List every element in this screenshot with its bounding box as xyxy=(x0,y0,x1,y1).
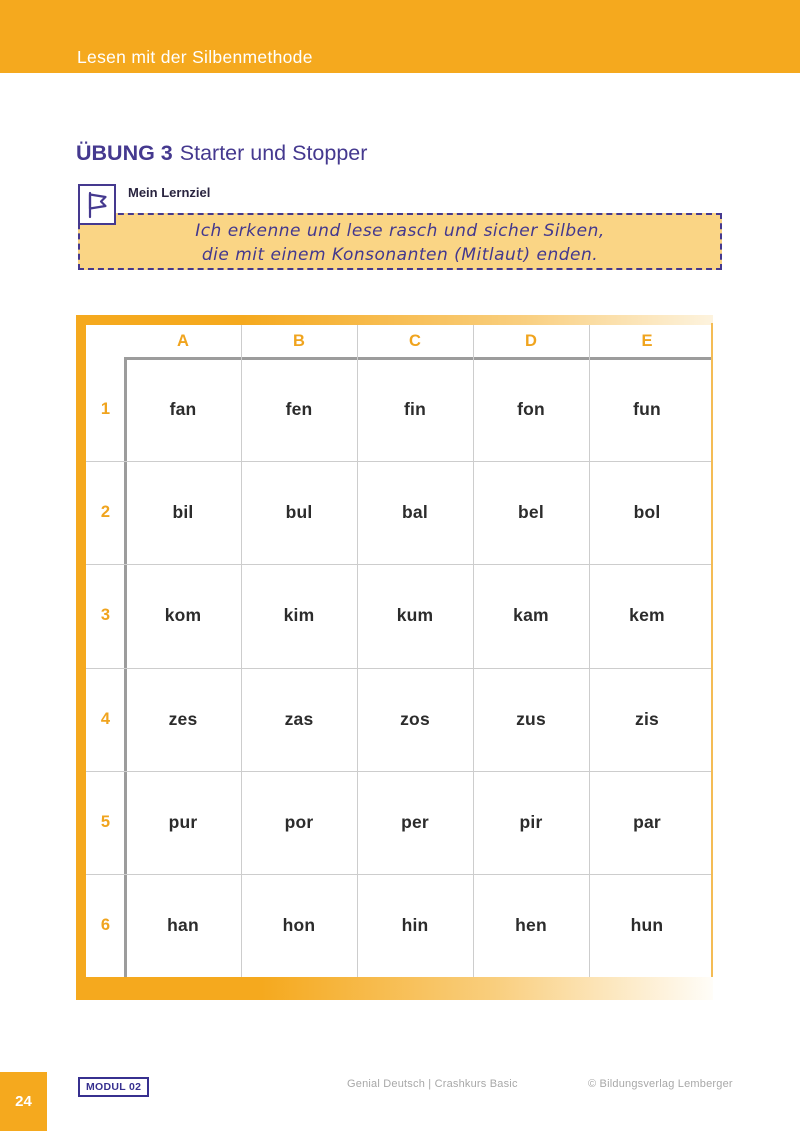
grid-line-horizontal xyxy=(86,461,711,462)
flag-icon xyxy=(85,191,109,219)
syllable-cell: por xyxy=(284,811,314,832)
syllable-table xyxy=(76,315,713,1000)
syllable-cell: pur xyxy=(168,811,198,832)
exercise-title xyxy=(76,139,367,167)
row-number-2: 2 xyxy=(100,503,111,522)
footer-publisher: © Bildungsverlag Lemberger xyxy=(588,1078,733,1090)
syllable-cell: bil xyxy=(172,502,194,523)
row-number-1: 1 xyxy=(100,400,111,419)
syllable-cell: zas xyxy=(284,708,314,729)
syllable-cell: fon xyxy=(517,399,545,420)
syllable-cell: bol xyxy=(633,502,661,523)
table-frame-bottom xyxy=(86,977,713,1000)
chapter-title: Lesen mit der Silbenmethode xyxy=(77,47,313,67)
grid-line-vertical xyxy=(241,325,242,977)
syllable-cell: zus xyxy=(516,708,546,729)
module-badge: MODUL 02 xyxy=(78,1077,149,1097)
syllable-cell: hon xyxy=(282,914,316,935)
exercise-name: Starter und Stopper xyxy=(179,141,368,165)
footer-series: Genial Deutsch | Crashkurs Basic xyxy=(347,1078,518,1090)
syllable-cell: bul xyxy=(285,502,313,523)
column-header-d: D xyxy=(525,332,537,350)
syllable-cell: per xyxy=(401,811,429,832)
table-frame-top xyxy=(86,315,713,325)
exercise-label: ÜBUNG 3 xyxy=(76,141,173,165)
grid-line-horizontal xyxy=(86,668,711,669)
syllable-cell: kum xyxy=(396,605,434,626)
syllable-cell: fan xyxy=(169,399,197,420)
goal-box xyxy=(78,213,722,270)
column-header-c: C xyxy=(409,332,421,350)
column-header-e: E xyxy=(641,332,653,350)
page-number: 24 xyxy=(15,1093,32,1110)
syllable-cell: bel xyxy=(518,502,544,523)
row-number-3: 3 xyxy=(100,606,111,625)
grid-line-vertical xyxy=(357,325,358,977)
syllable-cell: zis xyxy=(635,708,659,729)
grid-line-vertical xyxy=(473,325,474,977)
syllable-cell: han xyxy=(167,914,199,935)
syllable-cell: zos xyxy=(400,708,430,729)
page-header-band xyxy=(0,0,800,73)
column-header-b: B xyxy=(293,332,305,350)
syllable-cell: fun xyxy=(633,399,661,420)
syllable-cell: hin xyxy=(401,914,429,935)
syllable-cell: bal xyxy=(402,502,428,523)
row-number-5: 5 xyxy=(100,812,111,831)
grid-line-horizontal xyxy=(86,564,711,565)
goal-flag-badge xyxy=(78,184,116,225)
syllable-cell: fin xyxy=(404,399,426,420)
syllable-cell: par xyxy=(633,811,661,832)
syllable-grid xyxy=(86,325,711,977)
syllable-cell: fen xyxy=(285,399,313,420)
goal-heading: Mein Lernziel xyxy=(128,185,211,200)
row-number-4: 4 xyxy=(100,709,111,728)
syllable-cell: kem xyxy=(629,605,665,626)
syllable-cell: pir xyxy=(519,811,543,832)
goal-line-2: die mit einem Konsonanten (Mitlaut) enden. xyxy=(201,245,599,265)
syllable-cell: hun xyxy=(630,914,664,935)
table-frame-left xyxy=(76,315,86,1000)
syllable-cell: zes xyxy=(168,708,198,729)
grid-line-horizontal xyxy=(86,771,711,772)
grid-line-horizontal xyxy=(86,874,711,875)
table-frame-right xyxy=(711,323,713,977)
syllable-cell: kam xyxy=(513,605,549,626)
grid-line-vertical xyxy=(589,325,590,977)
syllable-cell: kim xyxy=(283,605,315,626)
goal-line-1: Ich erkenne und lese rasch und sicher Silben, xyxy=(195,221,605,241)
row-number-6: 6 xyxy=(100,915,111,934)
syllable-cell: kom xyxy=(164,605,202,626)
page-number-box xyxy=(0,1072,47,1131)
column-header-a: A xyxy=(177,332,189,350)
syllable-cell: hen xyxy=(515,914,547,935)
